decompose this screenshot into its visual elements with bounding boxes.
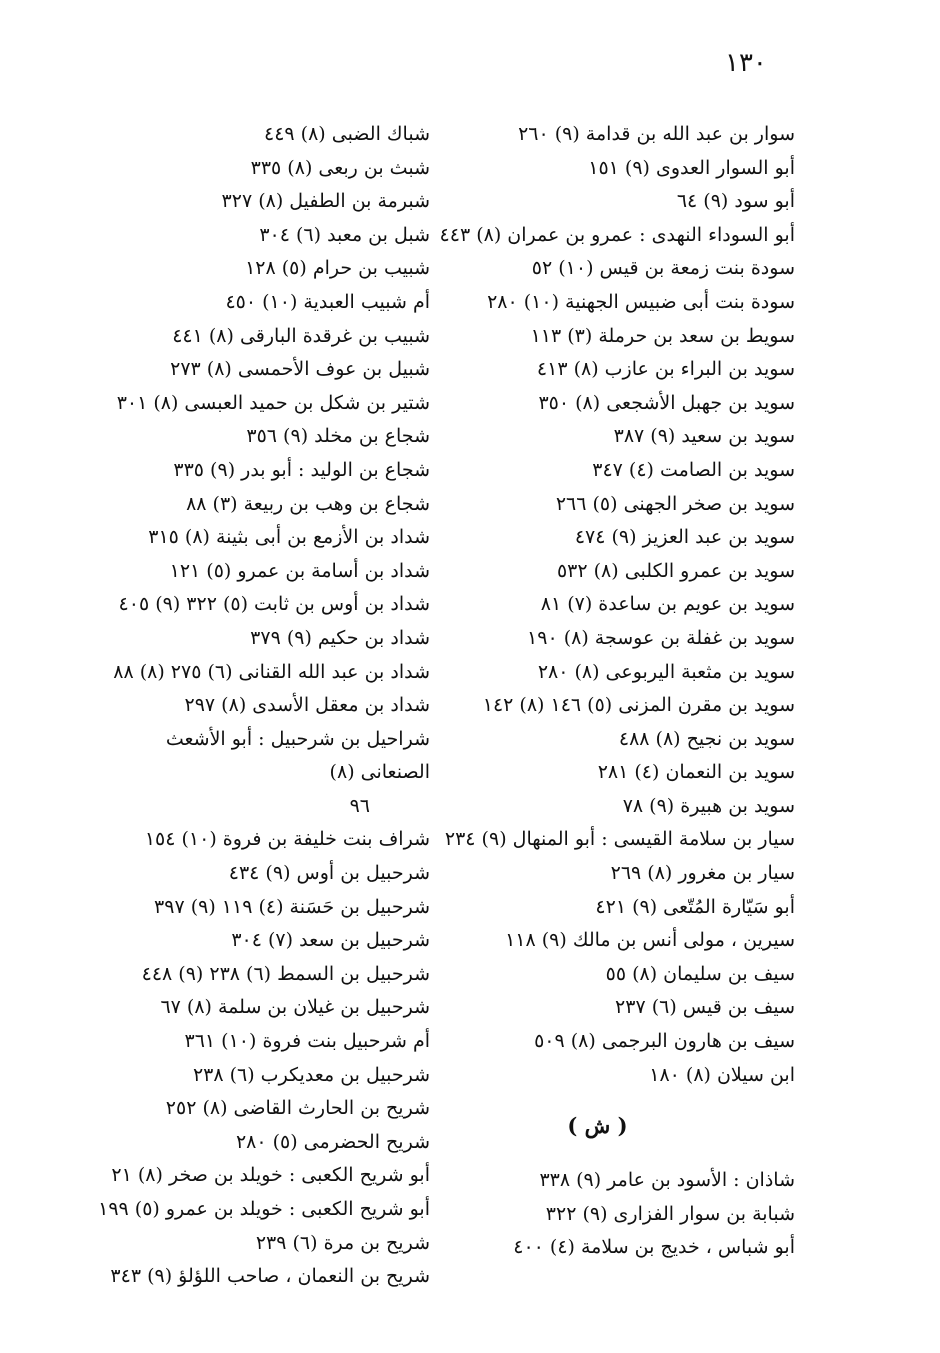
index-entry: شجاع بن وهب بن ربيعة (٣) ٨٨	[186, 492, 430, 515]
index-entry: سويط بن سعد بن حرملة (٣) ١١٣	[530, 324, 795, 347]
index-entry: سيف بن سليمان (٨) ٥٥	[605, 962, 795, 985]
index-entry: أبو شريح الكعبى : خويلد بن عمرو (٥) ١٩٩	[98, 1198, 430, 1220]
section-heading-shin: ( ش )	[567, 1113, 628, 1139]
entries-after-heading	[460, 1164, 795, 1265]
index-entry: شبث بن ربعى (٨) ٣٣٥	[250, 156, 430, 179]
index-entry: شرحبيل بن السمط (٦) ٢٣٨ (٩) ٤٤٨	[141, 962, 430, 985]
index-entry: أبو السوار العدوى (٩) ١٥١	[588, 156, 795, 179]
index-entry: شرحبيل بن سعد (٧) ٣٠٤	[231, 929, 430, 952]
index-entry: شرحبيل بن معديكرب (٦) ٢٣٨	[192, 1063, 430, 1086]
index-entry: سيرين ، مولى أنس بن مالك (٩) ١١٨	[505, 929, 795, 952]
index-entry: سودة بنت زمعة بن قيس (١٠) ٥٢	[531, 257, 795, 280]
index-entry: سويد بن سعيد (٩) ٣٨٧	[613, 425, 795, 448]
index-entry: شبيب بن حرام (٥) ١٢٨	[245, 257, 430, 280]
index-entry: شرحبيل بن حَسَنة (٤) ١١٩ (٩) ٣٩٧	[154, 895, 430, 918]
entries-before-wrap	[100, 118, 430, 723]
index-entry: شريح بن النعمان ، صاحب اللؤلؤ (٩) ٣٤٣	[110, 1265, 430, 1288]
index-entry: شجاع بن مخلد (٩) ٣٥٦	[246, 425, 430, 448]
index-entry: شرحبيل بن أوس (٩) ٤٣٤	[228, 862, 430, 885]
index-entry: سويد بن عمرو الكلبى (٨) ٥٣٢	[556, 559, 795, 582]
index-entry: سويد بن مثعبة اليربوعى (٨) ٢٨٠	[537, 660, 795, 683]
index-entry: شجاع بن الوليد : أبو بدر (٩) ٣٣٥	[173, 458, 430, 481]
index-entry: أم شرحبيل بنت فروة (١٠) ٣٦١	[184, 1030, 430, 1053]
entries-before-heading	[439, 118, 795, 1092]
index-entry: سويد بن عبد العزيز (٩) ٤٧٤	[574, 526, 795, 549]
index-entry: أبو سَيّارة المُتّعى (٩) ٤٢١	[595, 895, 795, 918]
index-entry: شداد بن معقل الأسدى (٨) ٢٩٧	[184, 694, 430, 717]
index-entry: أبو سود (٩) ٦٤	[676, 190, 795, 213]
index-entry: سيار بن سلامة القيسى : أبو المنهال (٩) ٢٣٤	[444, 828, 795, 851]
index-entry: شريح بن مرة (٦) ٢٣٩	[255, 1231, 430, 1254]
index-entry: شريح بن الحارث القاضى (٨) ٢٥٢	[165, 1097, 430, 1120]
index-entry: أبو السوداء النهدى : عمرو بن عمران (٨) ٤٤٣	[439, 223, 795, 246]
index-entry: شباك الضبى (٨) ٤٤٩	[263, 123, 430, 145]
index-entry: سيف بن هارون البرجمى (٨) ٥٠٩	[534, 1030, 795, 1053]
index-entry: سويد بن هبيرة (٩) ٧٨	[622, 794, 795, 817]
index-entry: شتير بن شكل بن حميد العبسى (٨) ٣٠١	[116, 391, 430, 414]
index-entry: شبل بن معبد (٦) ٣٠٤	[259, 223, 430, 246]
index-entry-wrapped-line2: ٩٦	[349, 794, 370, 817]
index-entry-wrapped-line1: شراحيل بن شرحبيل : أبو الأشعث الصنعانى (٨)	[165, 727, 430, 784]
index-entry: سويد بن عويم بن ساعدة (٧) ٨١	[540, 593, 795, 616]
index-entry: سودة بنت أبى ضبيس الجهنية (١٠) ٢٨٠	[487, 290, 795, 313]
index-entry: شرحبيل بن غيلان بن سلمة (٨) ٦٧	[160, 996, 430, 1019]
index-entry: شريح الحضرمى (٥) ٢٨٠	[235, 1130, 430, 1153]
index-entry: سيار بن مغرور (٨) ٢٦٩	[610, 862, 795, 885]
index-entry: شداد بن عبد الله القنانى (٦) ٢٧٥ (٨) ٨٨	[113, 660, 430, 683]
page-number: ١٣٠	[725, 48, 767, 78]
index-entry: أبو شباس ، خديج بن سلامة (٤) ٤٠٠	[513, 1236, 795, 1259]
index-entry: ابن سيلان (٨) ١٨٠	[649, 1063, 795, 1086]
index-column-left	[100, 118, 430, 1294]
index-entry: شاذان : الأسود بن عامر (٩) ٣٣٨	[539, 1169, 795, 1192]
index-entry: سويد بن النعمان (٤) ٢٨١	[597, 761, 795, 784]
index-entry: شبيب بن غرقدة البارقى (٨) ٤٤١	[172, 324, 430, 347]
entries-after-wrap	[100, 823, 430, 1293]
index-entry: سويد بن الصامت (٤) ٣٤٧	[592, 458, 795, 481]
index-entry: شبرمة بن الطفيل (٨) ٣٢٧	[221, 190, 430, 213]
index-entry: سويد بن غفلة بن عوسجة (٨) ١٩٠	[527, 626, 795, 649]
index-entry: أبو شريح الكعبى : خويلد بن صخر (٨) ٢١	[111, 1164, 430, 1187]
index-entry: شبيل بن عوف الأحمسى (٨) ٢٧٣	[170, 358, 430, 381]
index-entry: سوار بن عبد الله بن قدامة (٩) ٢٦٠	[518, 123, 795, 145]
index-entry: سويد بن جهبل الأشجعى (٨) ٣٥٠	[538, 391, 795, 414]
index-entry: أم شبيب العبدية (١٠) ٤٥٠	[225, 290, 430, 313]
index-entry: سيف بن قيس (٦) ٢٣٧	[615, 996, 795, 1019]
index-entry: سويد بن مقرن المزنى (٥) ١٤٦ (٨) ١٤٢	[482, 694, 795, 717]
index-entry: شداد بن أسامة بن عمرو (٥) ١٢١	[169, 559, 430, 582]
index-entry: سويد بن صخر الجهنى (٥) ٢٦٦	[555, 492, 795, 515]
index-entry: سويد بن البراء بن عازب (٨) ٤١٣	[536, 358, 795, 381]
index-entry: شداد بن أوس بن ثابت (٥) ٣٢٢ (٩) ٤٠٥	[118, 593, 430, 616]
index-entry-wrapped	[100, 723, 430, 824]
index-entry: سويد بن نجيح (٨) ٤٨٨	[618, 727, 795, 750]
index-entry: شداد بن حكيم (٩) ٣٧٩	[250, 626, 430, 649]
index-column-right	[439, 118, 795, 1265]
index-entry: شداد بن الأزمع بن أبى بثينة (٨) ٣١٥	[148, 526, 430, 549]
index-entry: شبابة بن سوار الفزارى (٩) ٣٢٢	[545, 1202, 795, 1225]
index-entry: شراف بنت خليفة بن فروة (١٠) ١٥٤	[144, 828, 430, 851]
